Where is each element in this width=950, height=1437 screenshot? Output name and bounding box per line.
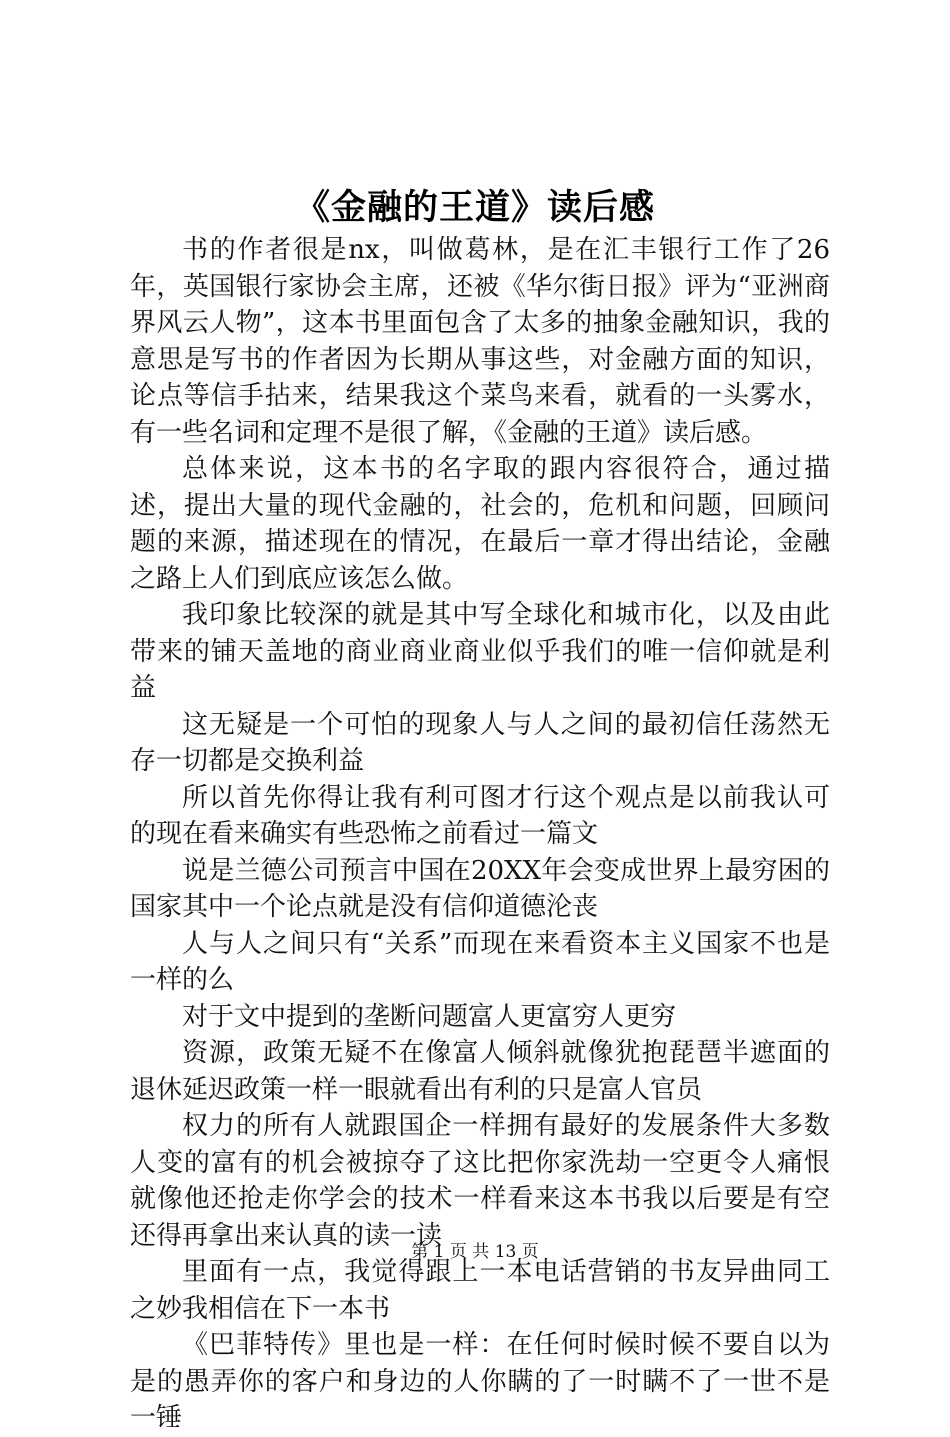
paragraph: 权力的所有人就跟国企一样拥有最好的发展条件大多数人变的富有的机会被掠夺了这比把你家洗劫一空更令人痛恨就像他还抢走你学会的技术一样看来这本书我以后要是有空还得再拿出来认真的读一读 bbox=[130, 1111, 830, 1251]
paragraph: 资源，政策无疑不在像富人倾斜就像犹抱琵琶半遮面的退休延迟政策一样一眼就看出有利的只是富人官员 bbox=[130, 1038, 830, 1105]
paragraph: 所以首先你得让我有利可图才行这个观点是以前我认可的现在看来确实有些恐怖之前看过一篇文 bbox=[130, 782, 830, 849]
paragraph: 总体来说，这本书的名字取的跟内容很符合，通过描述，提出大量的现代金融的，社会的，危机和问题，回顾问题的来源，描述现在的情况，在最后一章才得出结论，金融之路上人们到底应该怎么做。 bbox=[130, 454, 830, 594]
document-title: 《金融的王道》读后感 bbox=[294, 188, 655, 228]
document-body bbox=[130, 232, 830, 1433]
paragraph: 人与人之间只有“关系”而现在来看资本主义国家不也是一样的么 bbox=[130, 928, 830, 995]
paragraph: 这无疑是一个可怕的现象人与人之间的最初信任荡然无存一切都是交换利益 bbox=[130, 709, 830, 776]
page-number-footer: 第 1 页 共 13 页 bbox=[411, 1242, 539, 1262]
paragraph: 说是兰德公司预言中国在20XX年会变成世界上最穷困的国家其中一个论点就是没有信仰道德沦丧 bbox=[130, 855, 830, 922]
paragraph: 书的作者很是nx，叫做葛林，是在汇丰银行工作了26年，英国银行家协会主席，还被《华尔街日报》评为“亚洲商界风云人物”，这本书里面包含了太多的抽象金融知识，我的意思是写书的作者因为长期从事这些，对金融方面的知识，论点等信手拈来，结果我这个菜鸟来看，就看的一头雾水，有一些名词和定理不是很了解，《金融的王道》读后感。 bbox=[130, 235, 830, 448]
paragraph: 《巴菲特传》里也是一样：在任何时候时候不要自以为是的愚弄你的客户和身边的人你瞒的了一时瞒不了一世不是一锤 bbox=[130, 1330, 830, 1433]
paragraph: 里面有一点，我觉得跟上一本电话营销的书友异曲同工之妙我相信在下一本书 bbox=[130, 1257, 830, 1324]
paragraph: 对于文中提到的垄断问题富人更富穷人更穷 bbox=[182, 1001, 677, 1032]
paragraph: 我印象比较深的就是其中写全球化和城市化，以及由此带来的铺天盖地的商业商业商业似乎我们的唯一信仰就是利益 bbox=[130, 600, 830, 703]
